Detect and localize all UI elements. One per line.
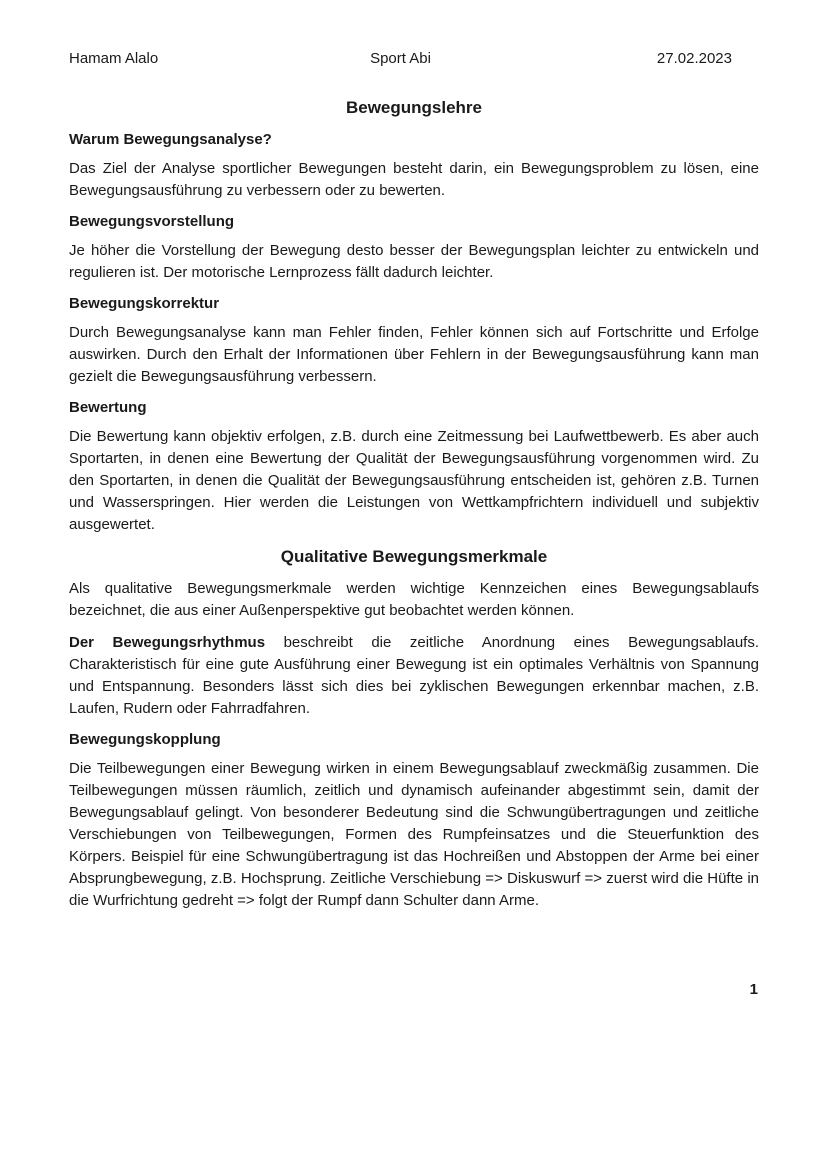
paragraph-bewegungsrhythmus bbox=[69, 632, 759, 720]
document-title: Bewegungslehre bbox=[345, 98, 483, 117]
paragraph-bewegungskopplung: Die Teilbewegungen einer Bewegung wirken in einem Bewegungsablauf zweckmäßig zusammen. Die Teilbewegungen müssen räumlich, zeitlich und dynamisch aufeinander abgestimmt sein, damit der Bewegungsablauf gelingt. Von besonderer Bedeutung sind die Schwungübertragungen und zeitliche Verschiebungen von Teilbewegungen, Formen des Rumpfeinsatzes und die Steuerfunktion des Körpers. Beispiel für eine Schwungübertragung ist das Hochreißen und Abstoppen der Arme bei einer Absprungbewegung, z.B. Hochsprung. Zeitliche Verschiebung => Diskuswurf => zuerst wird die Hüfte in die Wurfrichtung gedreht => folgt der Rumpf dann Schulter dann Arme. bbox=[69, 760, 759, 909]
paragraph-warum-bewegungsanalyse: Das Ziel der Analyse sportlicher Bewegungen besteht darin, ein Bewegungsproblem zu lösen, eine Bewegungsausführung zu verbessern oder zu bewerten. bbox=[69, 160, 759, 199]
term-bewegungsrhythmus: Der Bewegungsrhythmus bbox=[69, 634, 266, 651]
paragraph-bewertung: Die Bewertung kann objektiv erfolgen, z.B. durch eine Zeitmessung bei Laufwettbewerb. Es aber auch Sportarten, in denen eine Bewertung der Qualität der Bewegungsausführung vorgenommen wird. Zu den Sportarten, in denen die Qualität der Bewegungsausführung entscheiden ist, gehören z.B. Turnen und Wasserspringen. Hier werden die Leistungen von Wettkampfrichtern individuell und subjektiv ausgewertet. bbox=[69, 428, 759, 533]
heading-qualitative-bewegungsmerkmale: Qualitative Bewegungsmerkmale bbox=[280, 547, 548, 566]
heading-bewertung: Bewertung bbox=[69, 399, 147, 416]
paragraph-bewegungskorrektur: Durch Bewegungsanalyse kann man Fehler finden, Fehler können sich auf Fortschritte und Erfolge auswirken. Durch den Erhalt der Informationen über Fehlern in der Bewegungsausführung kann man gezielt die Bewegungsausführung verbessern. bbox=[69, 324, 759, 385]
heading-bewegungskorrektur: Bewegungskorrektur bbox=[69, 295, 220, 312]
header-date: 27.02.2023 bbox=[656, 50, 732, 67]
paragraph-qualitative-intro: Als qualitative Bewegungsmerkmale werden wichtige Kennzeichen eines Bewegungsablaufs bezeichnet, die aus einer Außenperspektive gut beobachtet werden können. bbox=[69, 580, 759, 619]
text-bewegungsrhythmus: beschreibt die zeitliche Anordnung eines Bewegungsablaufs. Charakteristisch für eine gute Ausführung einer Bewegung ist ein optimales Verhältnis von Spannung und Entspannung. Besonders lässt sich dies bei zyklischen Bewegungen erkennbar machen, z.B. Laufen, Rudern oder Fahrradfahren. bbox=[69, 634, 759, 717]
heading-warum-bewegungsanalyse: Warum Bewegungsanalyse? bbox=[69, 131, 272, 148]
page-number: 1 bbox=[749, 981, 758, 998]
page-header bbox=[69, 49, 732, 69]
heading-bewegungskopplung: Bewegungskopplung bbox=[69, 731, 221, 748]
header-author: Hamam Alalo bbox=[69, 50, 159, 67]
document-body bbox=[69, 97, 759, 922]
header-subject: Sport Abi bbox=[370, 50, 431, 67]
heading-bewegungsvorstellung: Bewegungsvorstellung bbox=[69, 213, 235, 230]
paragraph-bewegungsvorstellung: Je höher die Vorstellung der Bewegung desto besser der Bewegungsplan leichter zu entwickeln und regulieren ist. Der motorische Lernprozess fällt dadurch leichter. bbox=[69, 242, 759, 281]
